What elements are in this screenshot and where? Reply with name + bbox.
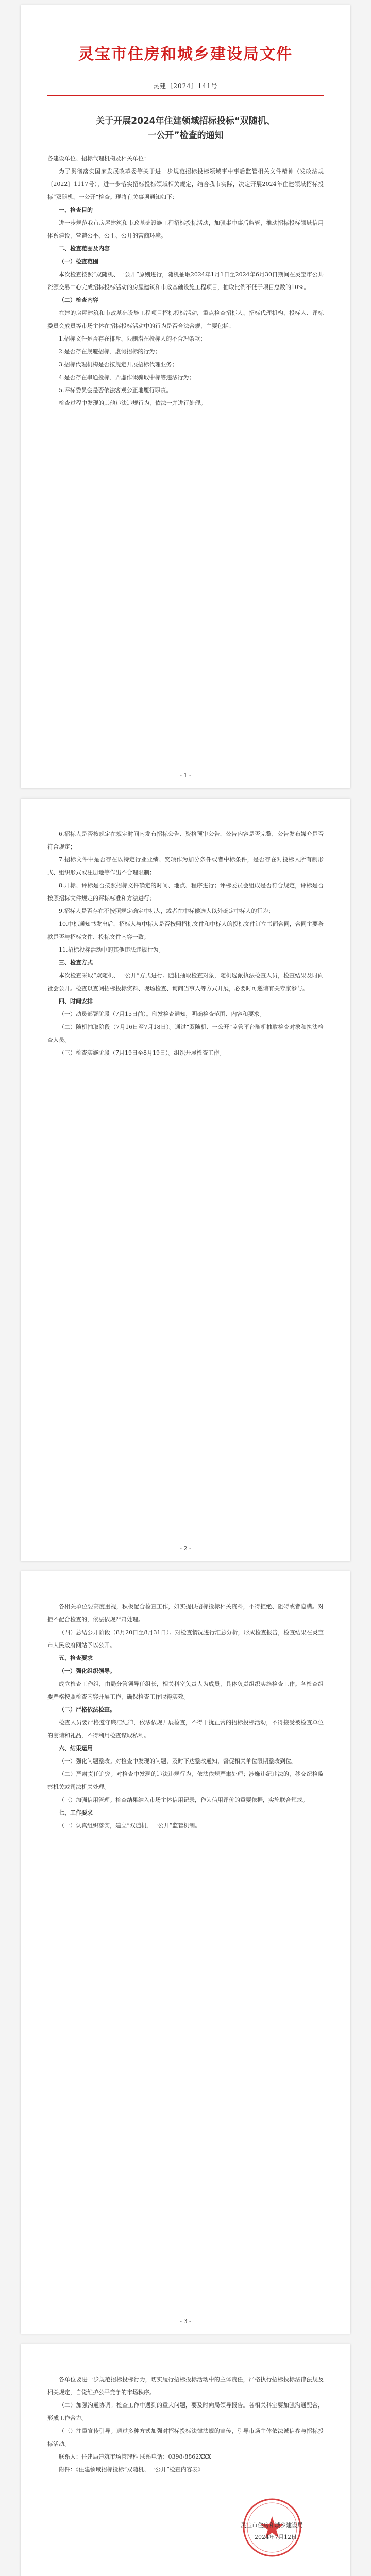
list-item: 4.是否存在串通投标、弄虚作假骗取中标等违法行为； bbox=[59, 374, 195, 381]
list-item: 2.是否存在规避招标、虚假招标的行为； bbox=[59, 348, 161, 355]
list-item: 6.招标人是否按规定在规定时间内发布招标公告、资格预审公告，公告内容是否完整，公告发布媒介是否符合规定； bbox=[47, 831, 324, 850]
body-paragraph: （二）严肃责任追究。对检查中发现的违法违规行为，依法依规严肃处理；涉嫌违纪违法的，移交纪检监察机关或司法机关处理。 bbox=[47, 1771, 324, 1790]
red-divider bbox=[47, 95, 324, 96]
list-item: 10.中标通知书发出后，招标人与中标人是否按照招标文件和中标人的投标文件订立书面合同，合同主要条款是否与招标文件、投标文件内容一致； bbox=[47, 921, 324, 940]
body-paragraph: （二）加强沟通协调。检查工作中遇到的重大问题，要及时向局领导报告。各相关科室要加强沟通配合，形成工作合力。 bbox=[47, 2402, 324, 2421]
body-paragraph: 各单位要进一步规范招标投标行为，切实履行招标投标活动中的主体责任，严格执行招标投标法律法规及相关规定，自觉维护公平竞争的市场秩序。 bbox=[47, 2376, 324, 2396]
list-item: 1.招标文件是否存在排斥、限制潜在投标人的不合理条款； bbox=[59, 335, 206, 342]
body-paragraph: 成立检查工作组，由局分管领导任组长，相关科室负责人为成员，具体负责组织实施检查工作。各检查组要严格按照检查内容开展工作，确保检查工作取得实效。 bbox=[47, 1681, 324, 1700]
list-item: 11.招标投标活动中的其他违法违规行为。 bbox=[59, 946, 164, 953]
body-paragraph: 各相关单位要高度重视，积极配合检查工作，如实提供招标投标相关资料，不得拒绝、阻碍或者隐瞒。对拒不配合检查的，依法依规严肃处理。 bbox=[47, 1603, 324, 1623]
page-3 bbox=[21, 1571, 350, 2334]
page-1 bbox=[21, 5, 350, 788]
signing-date: 2024年7月12日 bbox=[255, 2534, 297, 2540]
page-number: - 1 - bbox=[180, 772, 191, 779]
doc-number: 灵建〔2024〕141号 bbox=[153, 82, 218, 90]
body-paragraph: （一）强化问题整改。对检查中发现的问题，及时下达整改通知，督促相关单位限期整改到位。 bbox=[59, 1758, 297, 1765]
body-paragraph: 进一步规范我市房屋建筑和市政基础设施工程招标投标活动，加强事中事后监管，推动招标投标领域信用体系建设，营造公平、公正、公开的营商环境。 bbox=[47, 219, 324, 239]
section-heading: 七、工作要求 bbox=[59, 1809, 93, 1816]
contact-line: 联系人：住建局建筑市场管理科 联系电话：0398-8862XXX bbox=[59, 2453, 211, 2460]
body-paragraph: 本次检查采取“双随机、一公开”方式进行。随机抽取检查对象，随机选派执法检查人员，检查结果及时向社会公开。检查以查阅招标投标资料、现场检查、询问当事人等方式开展，必要时可邀请有关专家参与。 bbox=[47, 972, 324, 992]
list-item: 7.招标文件中是否存在以特定行业业绩、奖项作为加分条件或者中标条件，是否存在对投标人所有制形式、组织形式或注册地等作出不合理限制； bbox=[47, 856, 324, 876]
page-4 bbox=[21, 2344, 350, 2576]
section-heading: 三、检查方式 bbox=[59, 959, 93, 966]
section-heading: 一、检查目的 bbox=[59, 207, 93, 213]
signature-block bbox=[47, 2497, 324, 2576]
section-heading: 四、时间安排 bbox=[59, 998, 93, 1005]
section-heading: 五、检查要求 bbox=[59, 1655, 93, 1662]
subsection-heading: （二）检查内容 bbox=[59, 297, 98, 303]
intro-paragraph: 为了贯彻落实国家发展改革委等关于进一步规范招标投标领域事中事后监管相关文件精神（发改法规〔2022〕1117号），进一步落实招标投标领域相关规定，结合我市实际，决定开展2024年住建领域招标投标“双随机、一公开”检查。现将有关事项通知如下： bbox=[47, 168, 324, 200]
list-item: 3.招标代理机构是否按规定开展招标代理业务； bbox=[59, 361, 178, 368]
section-heading: 二、检查范围及内容 bbox=[59, 245, 110, 252]
body-paragraph: （三）注重宣传引导。通过多种方式加强对招标投标法律法规的宣传，引导市场主体依法诚信参与招标投标活动。 bbox=[47, 2428, 324, 2447]
body-paragraph: （一）动员部署阶段（7月15日前）。印发检查通知，明确检查范围、内容和要求。 bbox=[59, 1011, 265, 1018]
section-heading: 六、结果运用 bbox=[59, 1745, 93, 1752]
notice-title-line2: 一公开”检查的通知 bbox=[147, 130, 224, 141]
page-number: - 3 - bbox=[180, 2318, 191, 2325]
body-paragraph: 本次检查按照“双随机、一公开”原则进行，随机抽取2024年1月1日至2024年6月30日期间在灵宝市公共资源交易中心完成招标投标活动的房屋建筑和市政基础设施工程项目，抽取比例不低于项目总数的10%。 bbox=[47, 271, 324, 291]
body-paragraph: （四）总结公开阶段（8月20日至8月31日）。对检查情况进行汇总分析，形成检查报告，检查结果在灵宝市人民政府网站予以公开。 bbox=[47, 1629, 324, 1649]
body-paragraph: 检查过程中发现的其他违法违规行为，依法一并进行处理。 bbox=[59, 400, 206, 406]
signing-organization: 灵宝市住房和城乡建设局 bbox=[241, 2522, 303, 2529]
list-item: 5.评标委员会是否依法客观公正地履行职责。 bbox=[59, 387, 172, 394]
list-item: 8.开标、评标是否按照招标文件确定的时间、地点、程序进行；评标委员会组成是否符合规定，评标是否按照招标文件规定的评标标准和方法进行； bbox=[47, 882, 324, 902]
body-paragraph: （三）检查实施阶段（7月19日至8月19日）。组织开展检查工作。 bbox=[59, 1049, 225, 1056]
body-paragraph: （一）认真组织落实，建立“双随机、一公开”监管机制。 bbox=[59, 1822, 201, 1829]
org-title: 灵宝市住房和城乡建设局文件 bbox=[78, 45, 293, 63]
subsection-heading: （二）严格依法检查。 bbox=[59, 1706, 115, 1713]
notice-title bbox=[47, 114, 324, 143]
list-item: 9.招标人是否存在不按照规定确定中标人，或者在中标候选人以外确定中标人的行为； bbox=[59, 908, 274, 914]
salutation: 各建设单位、招标代理机构及相关单位： bbox=[47, 155, 149, 162]
body-paragraph: （二）随机抽取阶段（7月16日至7月18日）。通过“双随机、一公开”监管平台随机抽取检查对象和执法检查人员。 bbox=[47, 1024, 324, 1043]
notice-title-line1: 关于开展2024年住建领域招标投标“双随机、 bbox=[96, 116, 275, 126]
page-2 bbox=[21, 799, 350, 1561]
subsection-heading: （一）强化组织领导。 bbox=[59, 1668, 115, 1674]
body-paragraph: 在建的房屋建筑和市政基础设施工程项目招标投标活动，重点检查招标人、招标代理机构、投标人、评标委员会成员等市场主体在招标投标活动中的行为是否合法合规，主要包括： bbox=[47, 310, 324, 329]
page-number: - 2 - bbox=[180, 1545, 191, 1552]
body-paragraph: （三）加强信用管理。检查结果纳入市场主体信用记录，作为信用评价的重要依据，实施联合惩戒。 bbox=[59, 1797, 308, 1803]
attachment-line: 附件：《住建领域招标投标“双随机、一公开”检查内容表》 bbox=[59, 2466, 204, 2473]
body-paragraph: 检查人员要严格遵守廉洁纪律，依法依规开展检查，不得干扰正常的招标投标活动，不得接受被检查单位的宴请和礼品，不得利用检查谋取私利。 bbox=[47, 1719, 324, 1739]
subsection-heading: （一）检查范围 bbox=[59, 258, 98, 265]
